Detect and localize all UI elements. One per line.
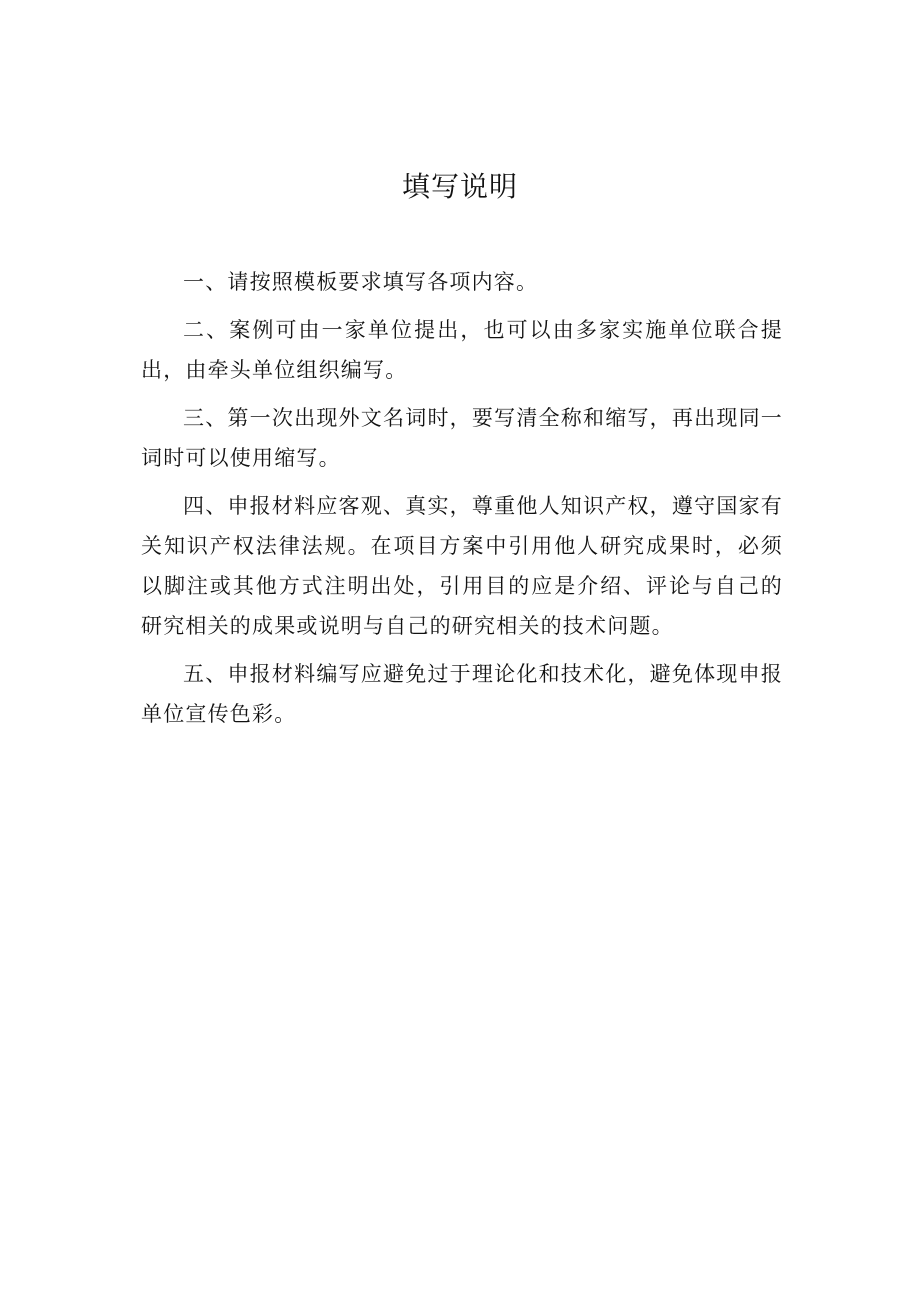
- page-title: 填写说明: [401, 170, 518, 203]
- instruction-paragraph-3: 三、第一次出现外文名词时，要写清全称和缩写，再出现同一词时可以使用缩写。: [141, 406, 783, 470]
- instructions-body: [141, 262, 783, 742]
- instruction-paragraph-2: 二、案例可由一家单位提出，也可以由多家实施单位联合提出，由牵头单位组织编写。: [141, 318, 783, 382]
- instruction-paragraph-4: 四、申报材料应客观、真实，尊重他人知识产权，遵守国家有关知识产权法律法规。在项目方案中引用他人研究成果时，必须以脚注或其他方式注明出处，引用目的应是介绍、评论与自己的研究相关的成果或说明与自己的研究相关的技术问题。: [141, 494, 783, 638]
- instruction-paragraph-1: 一、请按照模板要求填写各项内容。: [183, 270, 539, 294]
- instruction-paragraph-5: 五、申报材料编写应避免过于理论化和技术化，避免体现申报单位宣传色彩。: [141, 662, 783, 726]
